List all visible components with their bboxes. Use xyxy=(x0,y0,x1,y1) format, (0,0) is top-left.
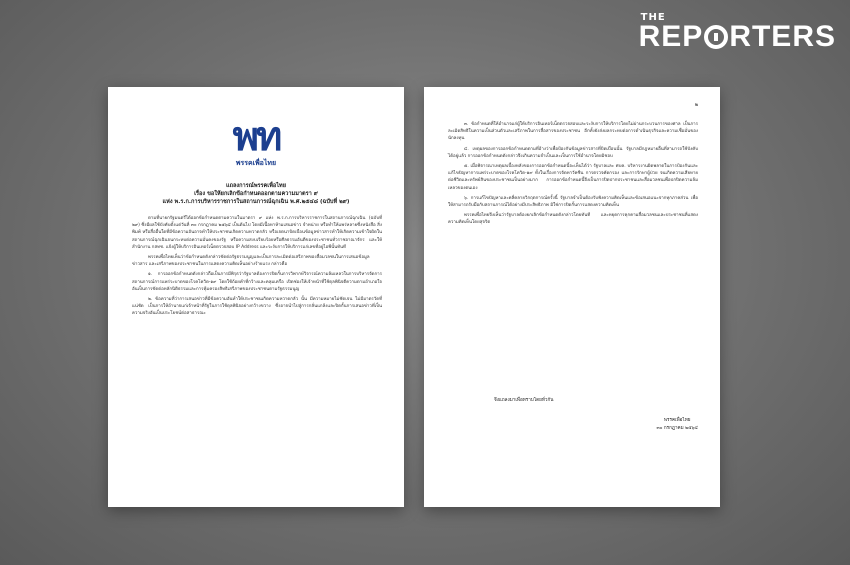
brand-logo xyxy=(639,12,836,51)
closing-line: จึงแถลงมาเพื่อทราบโดยทั่วกัน xyxy=(494,398,554,403)
brand-word-end: RTERS xyxy=(729,20,836,53)
paragraph: ๔. เหตุผลของการออกข้อกำหนดตามที่อ้างว่าเพื่อป้องกันข้อมูลข่าวสารที่บิดเบือนนั้น รัฐบาลมีกฎหมายอื่นที่สามารถใช้บังคับได้อยู่แล้ว การออกข้อกำหนดดังกล่าวจึงเกินความจำเป็นและเป็นการใช้อำนาจโดยมิชอบ xyxy=(448,146,698,159)
signatory: พรรคเพื่อไทย xyxy=(664,418,691,423)
heading-line-2: เรื่อง ขอให้ยกเลิกข้อกำหนดออกตามความมาตรา ๙ xyxy=(194,191,318,197)
paragraph: ๒. ข้อความที่ว่าการเสนอข่าวที่มีข้อความอันทำให้ประชาชนเกิดความหวาดกลัว นั้น มีความหมายไม่ชัดเจน ไม่มีมาตรวัดที่แน่ชัด เป็นการให้อำนาจแก่เจ้าหน้าที่รัฐในการใช้ดุลพินิจอย่างกว้างขวาง ซึ่งอาจนำไปสู่การกลั่นแกล้งและปิดกั้นการเสนอข่าวที่เป็นความจริงอันเป็นประโยชน์ต่อสาธารณะ xyxy=(132,297,382,317)
page-number: ๒ xyxy=(694,102,698,108)
document-page-1 xyxy=(108,87,404,507)
page-2-body xyxy=(448,121,698,230)
party-logo-name: พรรคเพื่อไทย xyxy=(235,159,277,167)
brand-word xyxy=(638,20,836,53)
paragraph: ๕. เมื่อพิจารณาเหตุผลเบื้องหลังของการออกข้อกำหนดนี้จะเห็นได้ว่า รัฐบาลและ ศบค. บริหารงานผิดพลาดในการป้องกันและแก้ไขปัญหาการแพร่ระบาดของโรคโควิด-๑๙ ทั้งในเรื่องการจัดหาวัคซีน การตรวจคัดกรอง และการรักษาผู้ป่วย จนเกิดความเสียหายต่อชีวิตและทรัพย์สินของประชาชนเป็นอย่างมาก การออกข้อกำหนดนี้จึงเป็นการปิดปากประชาชนและสื่อมวลชนเพื่อปกปิดความล้มเหลวของตนเอง xyxy=(448,164,698,191)
paragraph: ตามที่นายกรัฐมนตรีได้ออกข้อกำหนดตามความในมาตรา ๙ แห่ง พ.ร.ก.การบริหารราชการในสถานการณ์ฉุกเฉิน (ฉบับที่ ๒๙) ซึ่งมีผลใช้บังคับตั้งแต่วันที่ ๓๐ กรกฎาคม ๒๕๖๔ เป็นต้นไป โดยมีเนื้อหาห้ามเสนอข่าว จำหน่าย หรือทำให้แพร่หลายซึ่งหนังสือ สิ่งพิมพ์ หรือสื่ออื่นใดที่มีข้อความอันอาจทำให้ประชาชนเกิดความหวาดกลัว หรือเจตนาบิดเบือนข้อมูลข่าวสารทำให้เกิดความเข้าใจผิดในสถานการณ์ฉุกเฉินจนกระทบต่อความมั่นคงของรัฐ หรือความสงบเรียบร้อยหรือศีลธรรมอันดีของประชาชนทั่วราชอาณาจักร และให้สำนักงาน กสทช. แจ้งผู้ให้บริการอินเทอร์เน็ตตรวจสอบ IP Address และระงับการให้บริการแก่เลขที่อยู่ไอพีนั้นทันที xyxy=(132,216,382,250)
statement-heading xyxy=(128,182,384,206)
paragraph: พรรคเพื่อไทยจึงเห็นว่ารัฐบาลต้องยกเลิกข้อกำหนดดังกล่าวโดยทันที และหยุดการคุกคามสื่อมวลชนและประชาชนที่แสดงความคิดเห็นโดยสุจริต xyxy=(448,213,698,226)
signature-block xyxy=(656,417,698,432)
heading-line-3: แห่ง พ.ร.ก.การบริหารราชการในสถานการณ์ฉุกเฉิน พ.ศ.๒๕๔๘ (ฉบับที่ ๒๙) xyxy=(162,199,350,205)
paragraph: ๓. ข้อกำหนดที่ให้อำนาจแก่ผู้ให้บริการอินเทอร์เน็ตตรวจสอบและระงับการให้บริการโดยไม่ผ่านกระบวนการของศาล เป็นการละเมิดสิทธิในความเป็นส่วนตัวและเสรีภาพในการสื่อสารของประชาชน อีกทั้งยังส่งผลกระทบต่อการดำเนินธุรกิจและความเชื่อมั่นของนักลงทุน xyxy=(448,122,698,142)
paragraph: ๑. การออกข้อกำหนดดังกล่าวถือเป็นการมีพิรุธว่ารัฐบาลต้องการปิดกั้นการวิพากษ์วิจารณ์ความล้มเหลวในการบริหารจัดการสถานการณ์การแพร่ระบาดของโรคโควิด-๑๙ โดยใช้ถ้อยคำที่กว้างและคลุมเครือ เปิดช่องให้เจ้าหน้าที่ใช้ดุลพินิจตีความตามอำเภอใจ อันเป็นการขัดต่อหลักนิติธรรมและการคุ้มครองสิทธิเสรีภาพของประชาชนตามรัฐธรรมนูญ xyxy=(132,272,382,292)
paragraph: ๖. การแก้ไขปัญหาและคลี่คลายวิกฤตการณ์ครั้งนี้ รัฐบาลจำเป็นต้องรับฟังความคิดเห็นและข้อเสนอแนะจากทุกภาคส่วน เพื่อให้สามารถรับมือกับสถานการณ์ได้อย่างมีประสิทธิภาพ มิใช่การปิดกั้นการแสดงความคิดเห็น xyxy=(448,195,698,209)
heading-line-1: แถลงการณ์พรรคเพื่อไทย xyxy=(225,183,287,189)
document-page-2 xyxy=(424,87,720,507)
statement-date: ๓๐ กรกฎาคม ๒๕๖๔ xyxy=(656,425,698,431)
party-logo-mark: พท xyxy=(232,113,280,160)
brand-o-icon xyxy=(704,25,728,49)
brand-word-start: REP xyxy=(638,20,704,53)
paragraph: พรรคเพื่อไทยเห็นว่าข้อกำหนดดังกล่าวขัดต่อรัฐธรรมนูญและเป็นการละเมิดต่อเสรีภาพของสื่อมวลชนในการเสนอข้อมูล ข่าวสาร และเสรีภาพของประชาชนในการแสดงความคิดเห็นอย่างร้ายแรง กล่าวคือ xyxy=(132,255,370,268)
brand-the: THE xyxy=(640,12,666,23)
party-logo xyxy=(220,113,292,169)
page-1-body xyxy=(132,215,382,321)
